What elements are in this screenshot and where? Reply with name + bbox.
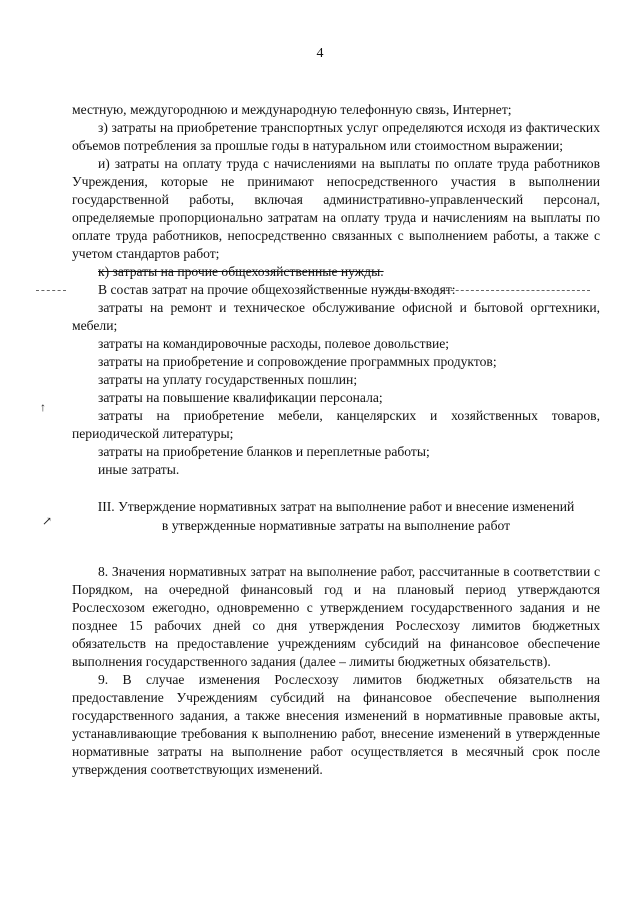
document-body [72, 101, 600, 779]
paragraph-continuation: местную, междугороднюю и международную телефонную связь, Интернет; [72, 102, 512, 117]
paragraph-8: 8. Значения нормативных затрат на выполнение работ, рассчитанные в соответствии с Порядком, на очередной финансовый год и на плановый период утверждаются Рослесхозом ежегодно, одновременно с утверждением государственного задания и не позднее 15 рабочих дней со дня утверждения Рослесхозу лимитов бюджетных обязательств на предоставление учреждениям субсидий на финансовое обеспечение выполнения государственного задания (далее – лимиты бюджетных обязательств). [72, 564, 600, 669]
margin-mark-1: ↑ [40, 400, 46, 414]
section-heading-line-2: в утвержденные нормативные затраты на выполнение работ [161, 518, 511, 533]
section-heading-line-1: III. Утверждение нормативных затрат на выполнение работ и внесение изменений [97, 499, 575, 514]
list-item-software: затраты на приобретение и сопровождение программных продуктов; [98, 354, 497, 369]
list-item-other: иные затраты. [98, 462, 180, 477]
paragraph-item-z: з) затраты на приобретение транспортных услуг определяются исходя из фактических объемов потребления за прошлые годы в натуральном или стоимостном выражении; [72, 120, 600, 153]
list-item-repair: затраты на ремонт и техническое обслуживание офисной и бытовой оргтехники, мебели; [72, 300, 600, 333]
paragraph-item-k [72, 263, 600, 281]
list-item-duties: затраты на уплату государственных пошлин; [98, 372, 358, 387]
list-item-furniture: затраты на приобретение мебели, канцелярских и хозяйственных товаров, периодической литературы; [72, 408, 600, 441]
margin-mark-2: ↗ [42, 514, 53, 528]
list-item-training: затраты на повышение квалификации персонала; [98, 390, 383, 405]
paragraph-9: 9. В случае изменения Рослесхозу лимитов бюджетных обязательств на предоставление Учреждениям субсидий на финансовое обеспечение выполнения государственного задания, а также внесения изменений в нормативные правовые акты, устанавливающие требования к выполнению работ, внесение изменений в утвержденные нормативные затраты на выполнение работ осуществляется в месячный срок после утверждения соответствующих изменений. [72, 672, 600, 777]
paragraph-costs-intro: В состав затрат на прочие общехозяйственные нужды входят: [98, 282, 456, 297]
scan-dash-line-left [36, 290, 66, 291]
list-item-forms: затраты на приобретение бланков и переплетные работы; [98, 444, 430, 459]
list-item-travel: затраты на командировочные расходы, полевое довольствие; [98, 336, 450, 351]
section-heading [72, 497, 600, 535]
paragraph-item-i: и) затраты на оплату труда с начислениями на выплаты по оплате труда работников Учреждения, которые не принимают непосредственного участия в выполнении государственной работы, включая административно-управленческий персонал, определяемые пропорционально затратам на оплату труда и начислениям на выплаты по оплате труда работников, непосредственно связанных с выполнением работы, а также с учетом стандартов работ; [72, 156, 600, 261]
page-number: 4 [316, 46, 324, 61]
struck-item-k: к) затраты на прочие общехозяйственные нужды. [98, 264, 384, 279]
